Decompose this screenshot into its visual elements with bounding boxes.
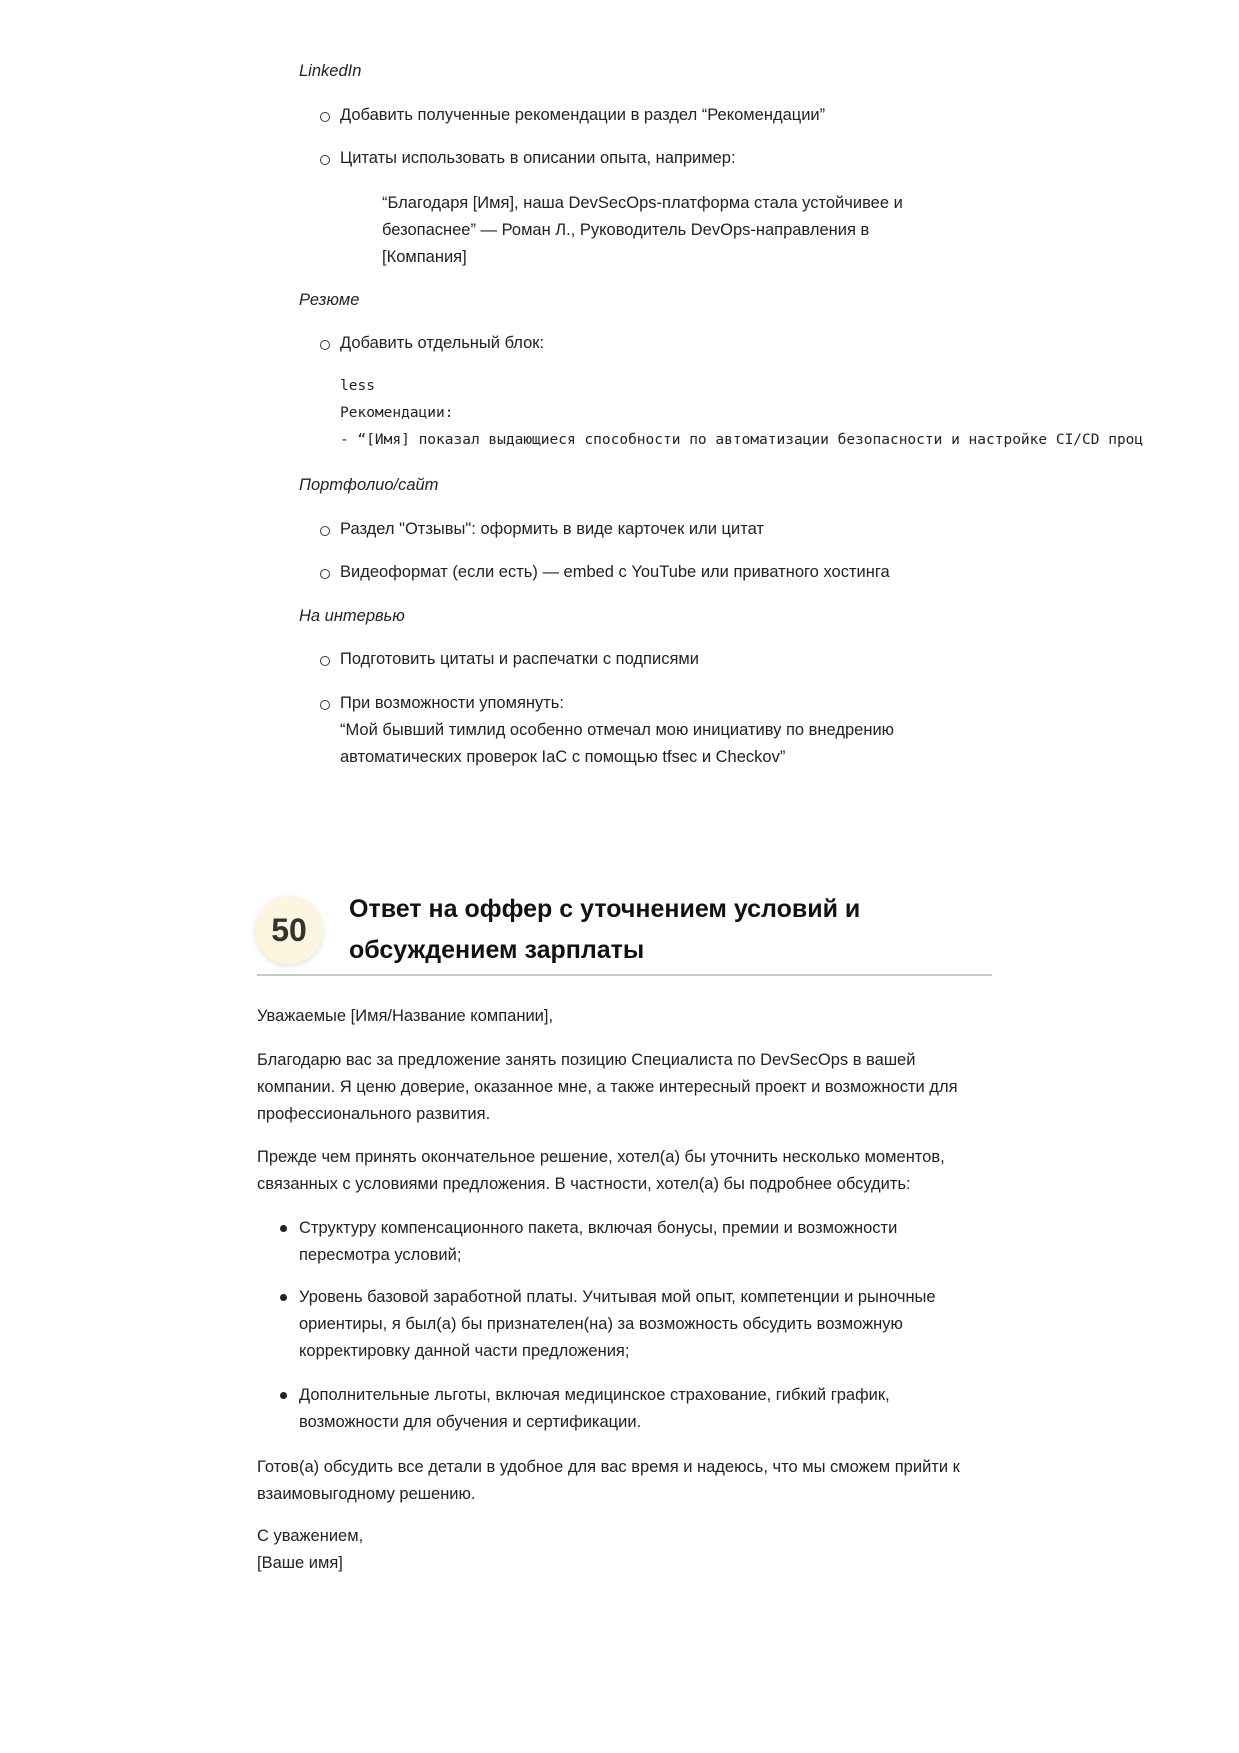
quote-line: безопаснее” — Роман Л., Руководитель DevOps-направления в — [382, 221, 870, 239]
section-divider — [257, 974, 992, 976]
code-line: Рекомендации: — [340, 405, 454, 421]
section-title: обсуждением зарплаты — [349, 936, 645, 964]
bullet-dot-icon — [280, 1294, 287, 1301]
closing: С уважением, — [257, 1527, 364, 1545]
list-item: Подготовить цитаты и распечатки с подписями — [340, 650, 699, 668]
list-item: Видеоформат (если есть) — embed с YouTube или приватного хостинга — [340, 563, 890, 581]
bullet-circle-icon — [320, 155, 330, 165]
section-title: Ответ на оффер с уточнением условий и — [349, 895, 861, 923]
linkedin-heading: LinkedIn — [299, 62, 362, 80]
bullet-circle-icon — [320, 700, 330, 710]
list-item: возможности для обучения и сертификации. — [299, 1413, 642, 1431]
signature: [Ваше имя] — [257, 1554, 343, 1572]
list-item: Дополнительные льготы, включая медицинское страхование, гибкий график, — [299, 1386, 890, 1404]
list-item: При возможности упомянуть: — [340, 694, 564, 712]
list-item: Цитаты использовать в описании опыта, например: — [340, 149, 736, 167]
list-item: Раздел "Отзывы": оформить в виде карточек или цитат — [340, 520, 764, 538]
list-item: пересмотра условий; — [299, 1246, 462, 1264]
bullet-dot-icon — [280, 1392, 287, 1399]
bullet-dot-icon — [280, 1225, 287, 1232]
paragraph-line: связанных с условиями предложения. В частности, хотел(а) бы подробнее обсудить: — [257, 1175, 911, 1193]
bullet-circle-icon — [320, 569, 330, 579]
list-item: Добавить отдельный блок: — [340, 334, 545, 352]
greeting: Уважаемые [Имя/Название компании], — [257, 1007, 554, 1025]
interview-heading: На интервью — [299, 607, 405, 625]
list-item: Добавить полученные рекомендации в раздел “Рекомендации” — [340, 106, 826, 124]
code-line: - “[Имя] показал выдающиеся способности по автоматизации безопасности и настройке CI/CD проц — [340, 432, 1144, 448]
portfolio-heading: Портфолио/сайт — [299, 476, 439, 494]
paragraph-line: профессионального развития. — [257, 1105, 491, 1123]
bullet-circle-icon — [320, 656, 330, 666]
bullet-circle-icon — [320, 526, 330, 536]
bullet-circle-icon — [320, 112, 330, 122]
quote-line: автоматических проверок IaC с помощью tfsec и Checkov” — [340, 748, 786, 766]
quote-line: “Благодаря [Имя], наша DevSecOps-платформа стала устойчивее и — [382, 194, 903, 212]
list-item: Уровень базовой заработной платы. Учитывая мой опыт, компетенции и рыночные — [299, 1288, 936, 1306]
quote-line: [Компания] — [382, 248, 467, 266]
section-number-badge: 50 — [255, 896, 323, 964]
list-item: Структуру компенсационного пакета, включая бонусы, премии и возможности — [299, 1219, 898, 1237]
list-item: корректировку данной части предложения; — [299, 1342, 630, 1360]
paragraph-line: Прежде чем принять окончательное решение, хотел(а) бы уточнить несколько моментов, — [257, 1148, 945, 1166]
code-line: less — [340, 378, 375, 394]
quote-line: “Мой бывший тимлид особенно отмечал мою инициативу по внедрению — [340, 721, 895, 739]
bullet-circle-icon — [320, 340, 330, 350]
paragraph-line: Благодарю вас за предложение занять позицию Специалиста по DevSecOps в вашей — [257, 1051, 916, 1069]
list-item: ориентиры, я был(а) бы признателен(на) за возможность обсудить возможную — [299, 1315, 903, 1333]
paragraph-line: Готов(а) обсудить все детали в удобное для вас время и надеюсь, что мы сможем прийти к — [257, 1458, 960, 1476]
resume-heading: Резюме — [299, 291, 360, 309]
paragraph-line: компании. Я ценю доверие, оказанное мне, а также интересный проект и возможности для — [257, 1078, 958, 1096]
paragraph-line: взаимовыгодному решению. — [257, 1485, 476, 1503]
